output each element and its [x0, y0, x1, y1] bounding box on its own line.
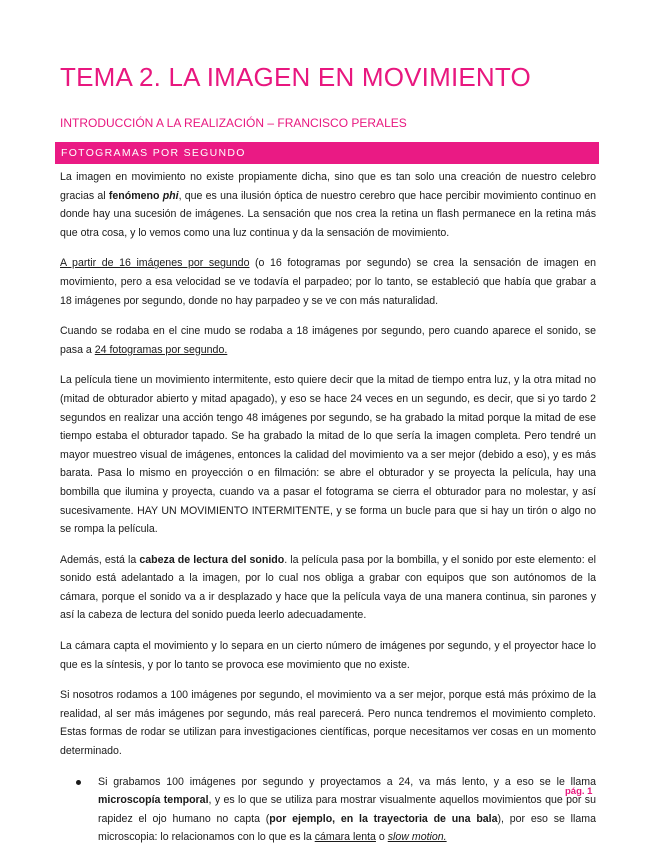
text-run: . la película pasa por la bombilla, y el sonido por este elemento: el sonido está adelantado a la imagen, por lo cual nos obliga a grabar con equipos que son autónomos de la cámara, porque el sonido va a ir desplazado y hace que la película vaya de una manera continua, sin parones y así la cabeza de lectura del sonido pueda leerlo adecuadamente. [60, 553, 596, 622]
text-run: , que es una ilusión óptica de nuestro cerebro que hace percibir movimiento continuo en donde hay una sucesión de imágenes. La sensación que nos crea la retina un flash permanece en la retina más que otra cosa, y lo vemos como una luz continua y da la sensación de movimiento. [60, 189, 596, 239]
text-run: Cuando se rodaba en el cine mudo se rodaba a 18 imágenes por segundo, pero cuando aparece el sonido, se pasa a [60, 325, 596, 356]
text-run: o [375, 831, 388, 844]
paragraph-7: Si nosotros rodamos a 100 imágenes por segundo, el movimiento va a ser mejor, porque está más próximo de la realidad, al ser más imágenes por segundo, más real parecerá. Pero nunca tendremos el movimiento completo. Estas formas de rodar se utilizan para investigaciones científicas, porque necesitamos ver cosas en un momento determinado. [60, 689, 596, 758]
text-run: Además, está la [60, 553, 140, 566]
paragraph-6: La cámara capta el movimiento y lo separa en un cierto número de imágenes por segundo, y el proyector hace lo que es la síntesis, y por lo tanto se provoca ese movimiento que no existe. [60, 640, 596, 671]
page-number: pág. 1 [565, 786, 593, 797]
section-heading: FOTOGRAMAS POR SEGUNDO [61, 147, 246, 159]
text-run: ), por eso se llama microscopia: lo relacionamos con lo que es la [98, 812, 596, 844]
text-run: (o 16 fotogramas por segundo) se crea la sensación de imagen en movimiento, pero a esa velocidad se ve todavía el parpadeo; por lo tanto, se estableció que había que grabar a 18 imágenes por segundo, donde no hay parpadeo y se ve con más naturalidad. [60, 257, 596, 307]
text-run: Si grabamos 100 imágenes por segundo y proyectamos a 24, va más lento, y a eso se le llama [98, 775, 596, 788]
list-item [98, 773, 596, 847]
underlined-text: A partir de 16 imágenes por segundo [60, 257, 250, 270]
bold-italic-term: phi [162, 189, 179, 202]
bullet-dot-icon [76, 780, 81, 785]
paragraph-3 [60, 322, 596, 359]
text-run: , y es lo que se utiliza para mostrar visualmente aquellos movimientos que por su rapidez el ojo humano no capta ( [98, 794, 596, 825]
page-subtitle: INTRODUCCIÓN A LA REALIZACIÓN – FRANCISCO PERALES [60, 116, 407, 130]
paragraph-1 [60, 168, 596, 242]
underlined-italic-text: slow motion. [387, 831, 447, 844]
text-run: La imagen en movimiento no existe propiamente dicha, sino que es tan solo una creación de nuestro celebro gracias al [60, 171, 596, 202]
bullet-list [60, 773, 596, 847]
section-heading-bar [55, 142, 599, 164]
document-body [60, 168, 596, 847]
bold-term: cabeza de lectura del sonido [139, 553, 285, 566]
underlined-text: cámara lenta [314, 831, 376, 844]
bold-term: por ejemplo, en la trayectoria de una bala [269, 812, 498, 825]
page-title: TEMA 2. LA IMAGEN EN MOVIMIENTO [60, 62, 531, 92]
bold-term: fenómeno [108, 189, 163, 202]
bold-term: microscopía temporal [98, 794, 209, 807]
paragraph-5 [60, 551, 596, 625]
paragraph-2 [60, 254, 596, 310]
paragraph-4: La película tiene un movimiento intermitente, esto quiere decir que la mitad de tiempo entra luz, y la otra mitad no (mitad de obturador abierto y mitad apagado), y eso se hace 24 veces en un segundo, es decir, que si yo tardo 2 segundos en realizar una acción tengo 48 imágenes por segundo, se ha grabado la mitad porque la mitad de ese tiempo estaba el obturador tapado. Se ha grabado la mitad de lo que sería la imagen completa. Pero tendré un mayor muestreo visual de imágenes, entonces la calidad del movimiento va a ser mejor (debido a eso), y es más barata. Pasa lo mismo en proyección o en filmación: se abre el obturador y se proyecta la película, hay una bombilla que ilumina y proyecta, cuando va a pasar el fotograma se cierra el obturador para no molestar, y así sucesivamente. HAY UN MOVIMIENTO INTERMITENTE, y se forma un bucle para que si hay un tirón o algo no se rompa la película. [60, 374, 596, 536]
underlined-text: 24 fotogramas por segundo. [94, 343, 228, 356]
